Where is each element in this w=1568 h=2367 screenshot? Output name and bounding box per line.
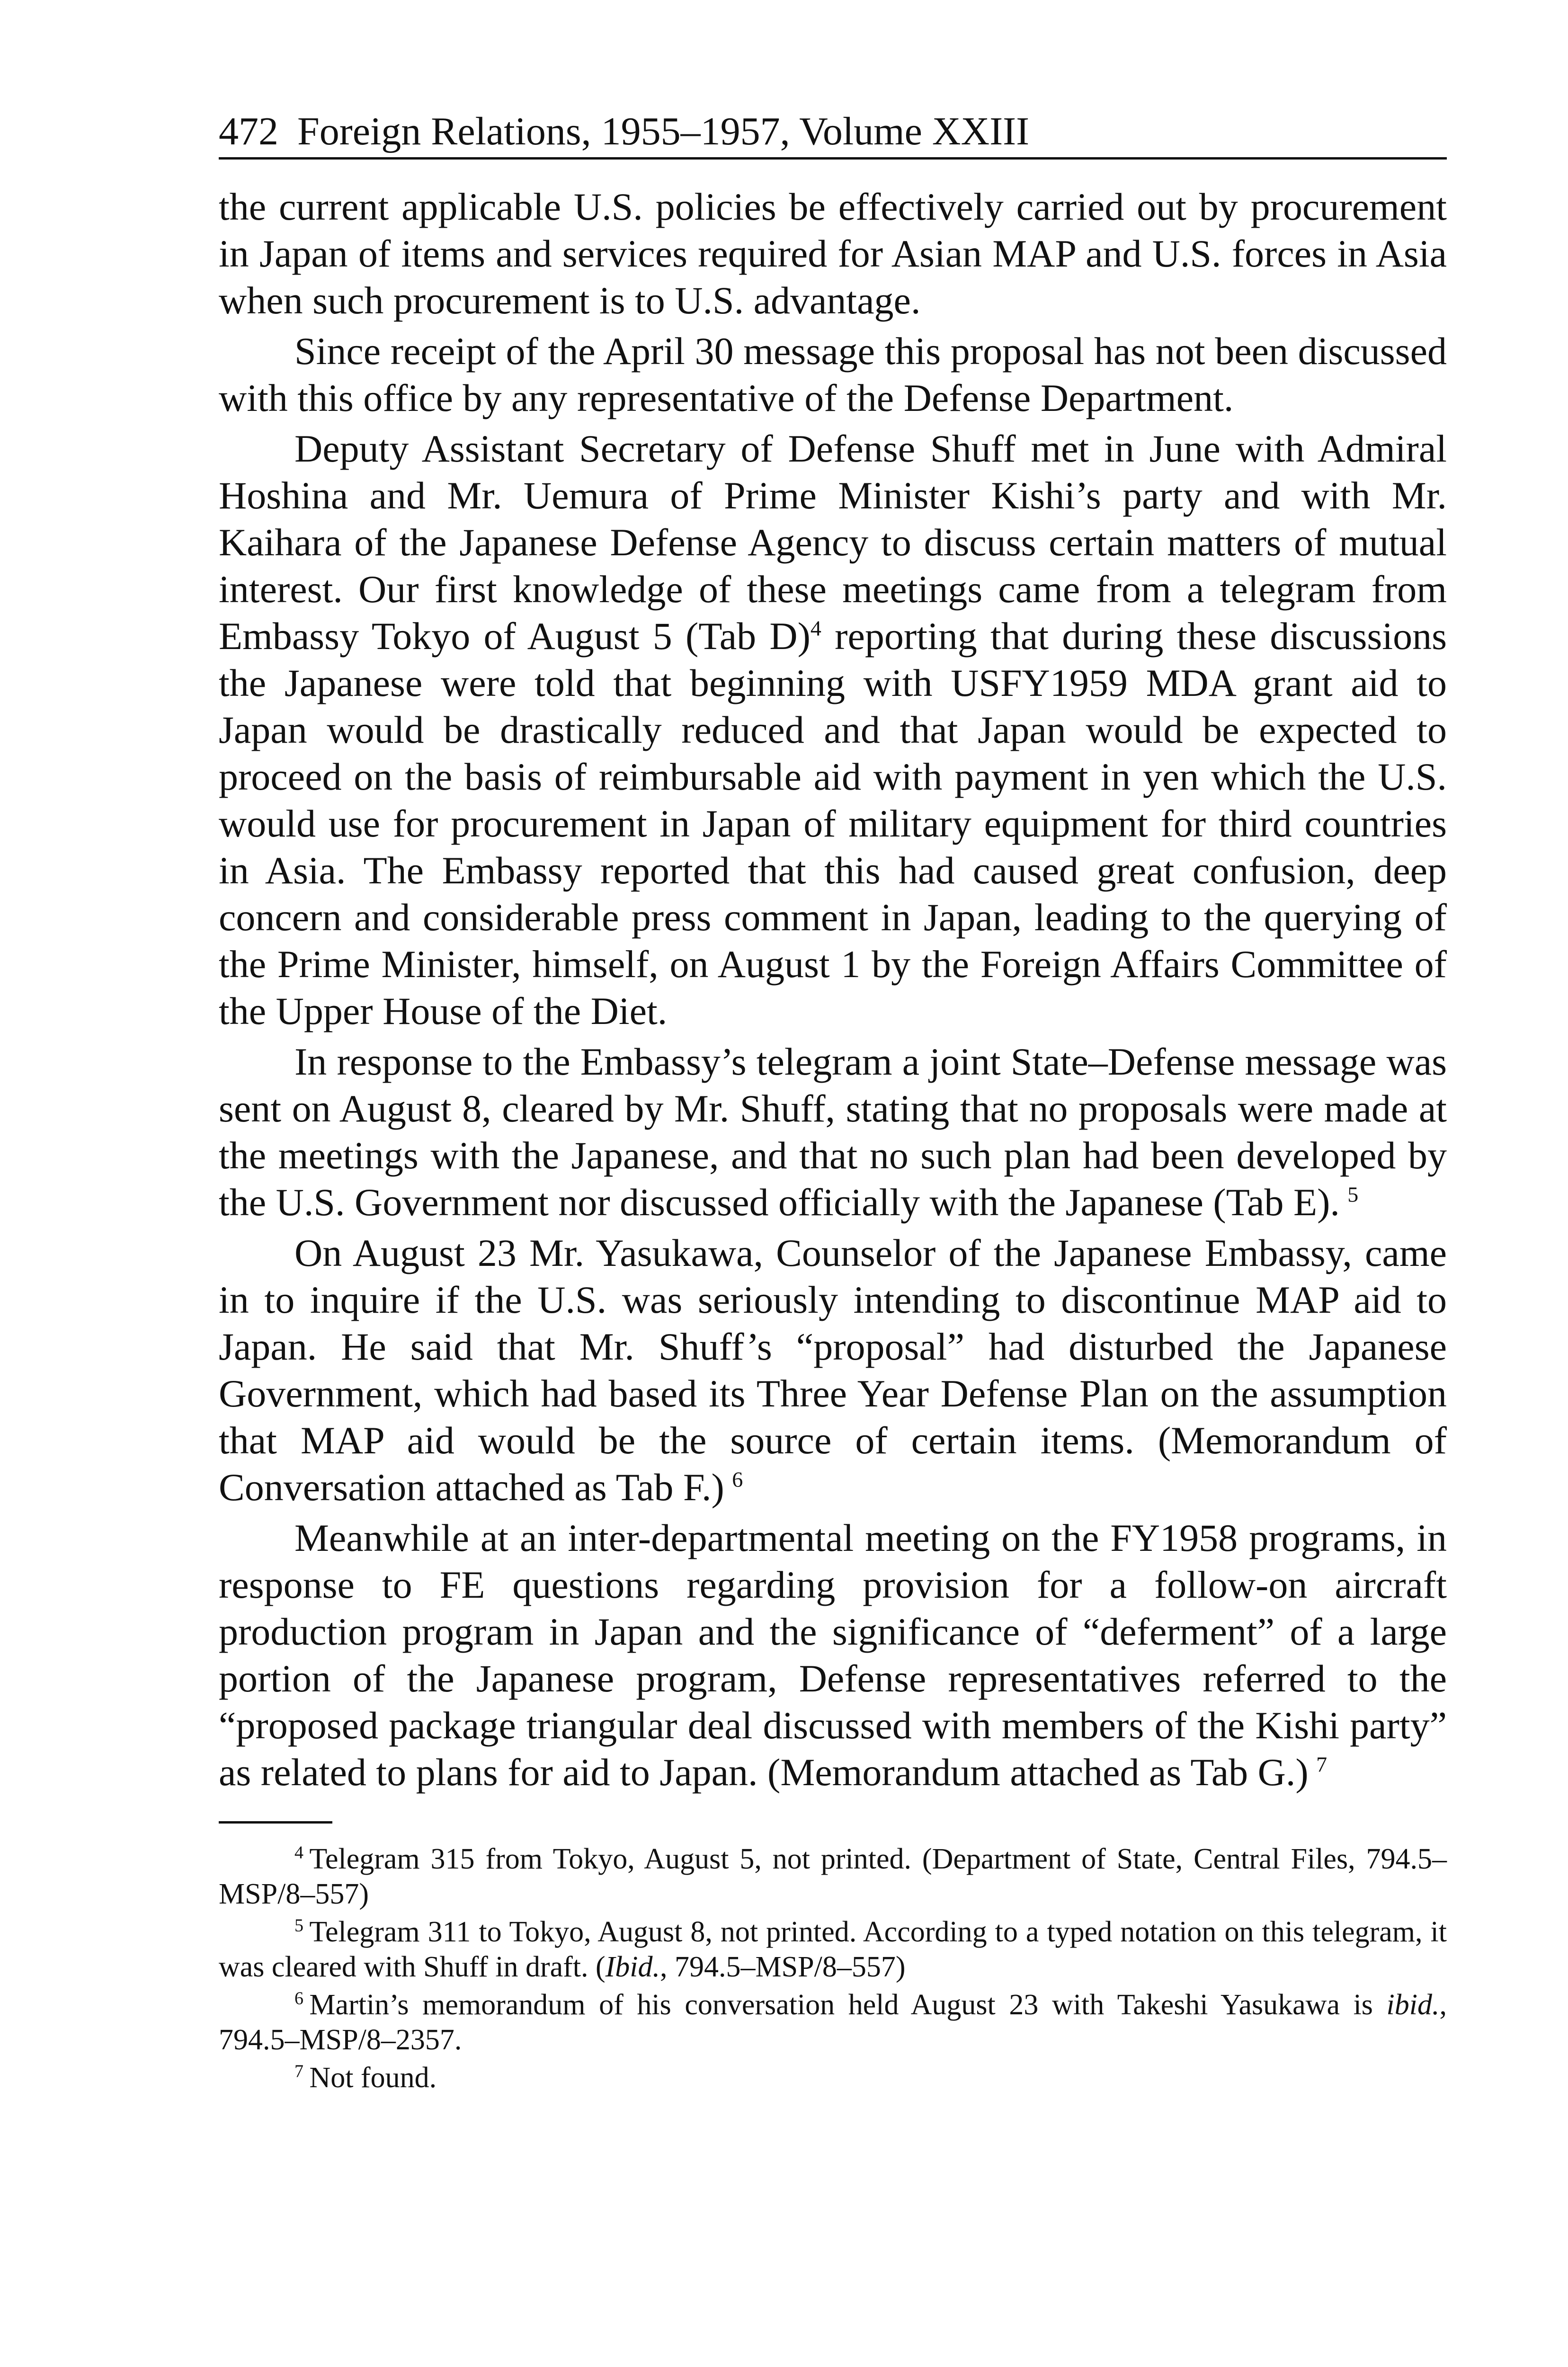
paragraph-4-text: In response to the Embassy’s telegram a joint State–Defense message was sent on August 8, cleared by Mr. Shuff, stating that no proposals were made at the meetings with the Japanese, and that no such plan had been developed by the U.S. Government nor discussed officially with the Japanese (Tab E). (219, 1040, 1447, 1224)
paragraph-3-text-before: Deputy Assistant Secretary of Defense Shuff met in June with Admiral Hoshina and Mr. Uemura of Prime Minister Kishi’s party and with Mr. Kaihara of the Japanese Defense Agency to discuss certain matters of mutual interest. Our first knowledge of these meetings came from a telegram from Embassy Tokyo of August 5 (Tab D) (219, 427, 1447, 658)
paragraph-3-text-after: reporting that during these discussions the Japanese were told that beginning with USFY1959 MDA grant aid to Japan would be drastically reduced and that Japan would be expected to proceed on the basis of reimbursable aid with payment in yen which the U.S. would use for procurement in Japan of military equipment for third countries in Asia. The Embassy reported that this had caused great confusion, deep concern and considerable press comment in Japan, leading to the querying of the Prime Minister, himself, on August 1 by the Foreign Affairs Committee of the Upper House of the Diet. (219, 614, 1447, 1032)
footnote-ref-6: 6 (732, 1467, 743, 1492)
footnote-mark-4: 4 (294, 1842, 303, 1863)
paragraph-6 (219, 1514, 1447, 1796)
footnote-ref-5: 5 (1347, 1182, 1359, 1207)
paragraph-1 (219, 183, 1447, 324)
footnote-6-text-before: Martin’s memorandum of his conversation held August 23 with Takeshi Yasukawa is (309, 1989, 1387, 2021)
footnote-5-text-before: Telegram 311 to Tokyo, August 8, not printed. According to a typed notation on this telegram, it was cleared with Shuff in draft. ( (219, 1916, 1447, 1983)
paragraph-6-text: Meanwhile at an inter-departmental meeting on the FY1958 programs, in response to FE questions regarding provision for a follow-on aircraft production program in Japan and the significance of “deferment” of a large portion of the Japanese program, Defense representatives referred to the “proposed package triangular deal discussed with members of the Kishi party” as related to plans for aid to Japan. (Memorandum attached as Tab G.) (219, 1516, 1447, 1794)
footnote-6 (219, 1987, 1447, 2057)
footnote-5-text-after: , 794.5–MSP/8–557) (660, 1951, 906, 1983)
footnote-mark-7: 7 (294, 2061, 303, 2082)
footnote-ref-7: 7 (1316, 1752, 1327, 1777)
footnote-mark-6: 6 (294, 1988, 303, 2009)
body-text (219, 183, 1447, 1796)
page-number: 472 (219, 109, 278, 153)
paragraph-5-text: On August 23 Mr. Yasukawa, Counselor of the Japanese Embassy, came in to inquire if the U.S. was seriously intending to discontinue MAP aid to Japan. He said that Mr. Shuff’s “proposal” had disturbed the Japanese Government, which had based its Three Year Defense Plan on the assumption that MAP aid would be the source of certain items. (Memorandum of Conversation attached as Tab F.) (219, 1231, 1447, 1509)
footnote-4 (219, 1842, 1447, 1912)
running-title: Foreign Relations, 1955–1957, Volume XXIII (297, 109, 1030, 153)
footnote-mark-5: 5 (294, 1915, 303, 1936)
paragraph-2 (219, 328, 1447, 421)
footnote-5-ibid: Ibid. (605, 1951, 660, 1983)
footnote-ref-4: 4 (810, 616, 821, 641)
footnote-7 (219, 2060, 1447, 2095)
paragraph-4 (219, 1038, 1447, 1226)
paragraph-3 (219, 425, 1447, 1034)
footnotes (219, 1842, 1447, 2095)
footnote-6-ibid: ibid. (1386, 1989, 1440, 2021)
footnote-7-text: Not found. (309, 2062, 437, 2094)
paragraph-5 (219, 1229, 1447, 1511)
footnote-5 (219, 1914, 1447, 1984)
footnote-4-text: Telegram 315 from Tokyo, August 5, not printed. (Department of State, Central Files, 794.5–MSP/8–557) (219, 1843, 1447, 1910)
document-page (219, 108, 1447, 2098)
footnote-divider (219, 1821, 332, 1824)
footnote-6-text-after: , 794.5–MSP/8–2357. (219, 1989, 1447, 2056)
paragraph-2-text: Since receipt of the April 30 message this proposal has not been discussed with this office by any representative of the Defense Department. (219, 329, 1447, 419)
paragraph-1-text: the current applicable U.S. policies be effectively carried out by procurement in Japan of items and services required for Asian MAP and U.S. forces in Asia when such procurement is to U.S. advantage. (219, 185, 1447, 322)
running-head (219, 108, 1447, 160)
